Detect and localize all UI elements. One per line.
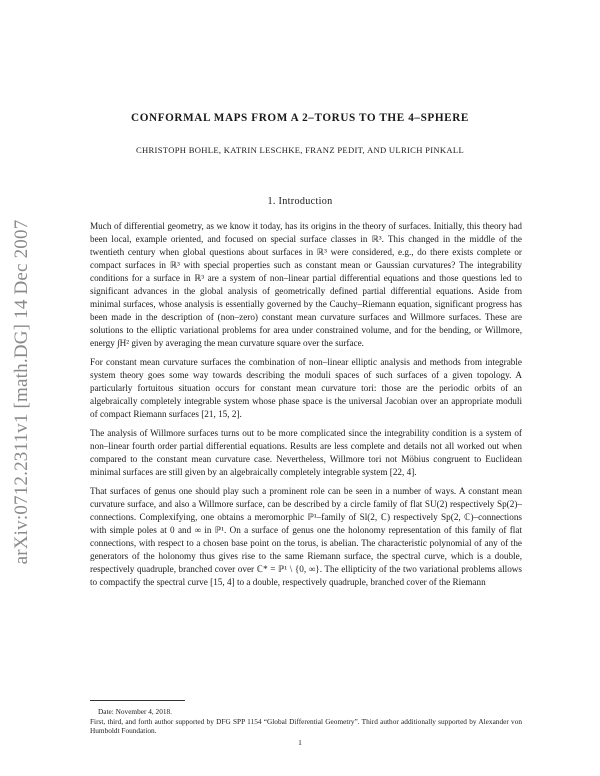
footnote-support: First, third, and forth author supported by DFG SPP 1154 “Global Differential Geometry”. Third author additionally supported by Alexander von Humboldt Foundation. bbox=[90, 716, 522, 735]
paragraph: That surfaces of genus one should play such a prominent role can be seen in a number of ways. A constant mean curvature surface, and also a Willmore surface, can be described by a circle family of flat SU(2) respectively Sp(2)–connections. Complexifying, one obtains a meromorphic ℙ¹–family of Sl(2, ℂ) respectively Sp(2, ℂ)–connections with simple poles at 0 and ∞ in ℙ¹. On a surface of genus one the holonomy representation of this family of flat connections, with respect to a chosen base point on the torus, is abelian. The characteristic polynomial of any of the generators of the holonomy thus gives rise to the same Riemann surface, the spectral curve, which is a double, respectively quadruple, branched cover over ℂ* = ℙ¹ \ {0, ∞}. The ellipticity of the two variational problems allows to compactify the spectral curve [15, 4] to a double, respectively quadruple, branched cover of the Riemann bbox=[90, 486, 522, 587]
arxiv-identifier: arXiv:0712.2311v1 [math.DG] 14 Dec 2007 bbox=[11, 219, 32, 565]
body-text bbox=[90, 220, 522, 595]
paragraph: The analysis of Willmore surfaces turns out to be more complicated since the integrability condition is a system of non–linear fourth order partial differential equations. Results are less complete and details not all worked out when compared to the constant mean curvature case. Nevertheless, Willmore tori not Möbius congruent to Euclidean minimal surfaces are still given by an algebraically completely integrable system [22, 4]. bbox=[90, 428, 522, 477]
section-heading: 1. Introduction bbox=[267, 196, 333, 207]
author-list: CHRISTOPH BOHLE, KATRIN LESCHKE, FRANZ PEDIT, AND ULRICH PINKALL bbox=[135, 145, 465, 155]
paper-title: CONFORMAL MAPS FROM A 2–TORUS TO THE 4–SPHERE bbox=[131, 112, 469, 124]
page-number: 1 bbox=[298, 738, 302, 747]
footnotes bbox=[90, 707, 522, 736]
footnote-rule bbox=[90, 700, 185, 701]
paragraph: Much of differential geometry, as we know it today, has its origins in the theory of surfaces. Initially, this theory had been local, example oriented, and focused on special surface classes in ℝ³. This changed in the middle of the twentieth century when global questions about surfaces in ℝ³ were considered, e.g., do there exists complete or compact surfaces in ℝ³ with special properties such as constant mean or Gaussian curvatures? The integrability conditions for a surface in ℝ³ are a system of non–linear partial differential equations and those questions led to significant advances in the global analysis of geometrically defined partial differential equations. Aside from minimal surfaces, whose analysis is essentially governed by the Cauchy–Riemann equation, significant progress has been made in the description of (non–zero) constant mean curvature surfaces and Willmore surfaces. These are solutions to the elliptic variational problems for area under constrained volume, and for the bending, or Willmore, energy ∫H² given by averaging the mean curvature square over the surface. bbox=[90, 221, 522, 348]
paragraph: For constant mean curvature surfaces the combination of non–linear elliptic analysis and methods from integrable system theory goes some way towards describing the moduli spaces of such surfaces of a given topology. A particularly fortuitous situation occurs for constant mean curvature tori: those are the periodic orbits of an algebraically completely integrable system whose phase space is the universal Jacobian over an appropriate moduli of compact Riemann surfaces [21, 15, 2]. bbox=[90, 357, 522, 419]
footnote-date: Date: November 4, 2018. bbox=[98, 707, 172, 716]
